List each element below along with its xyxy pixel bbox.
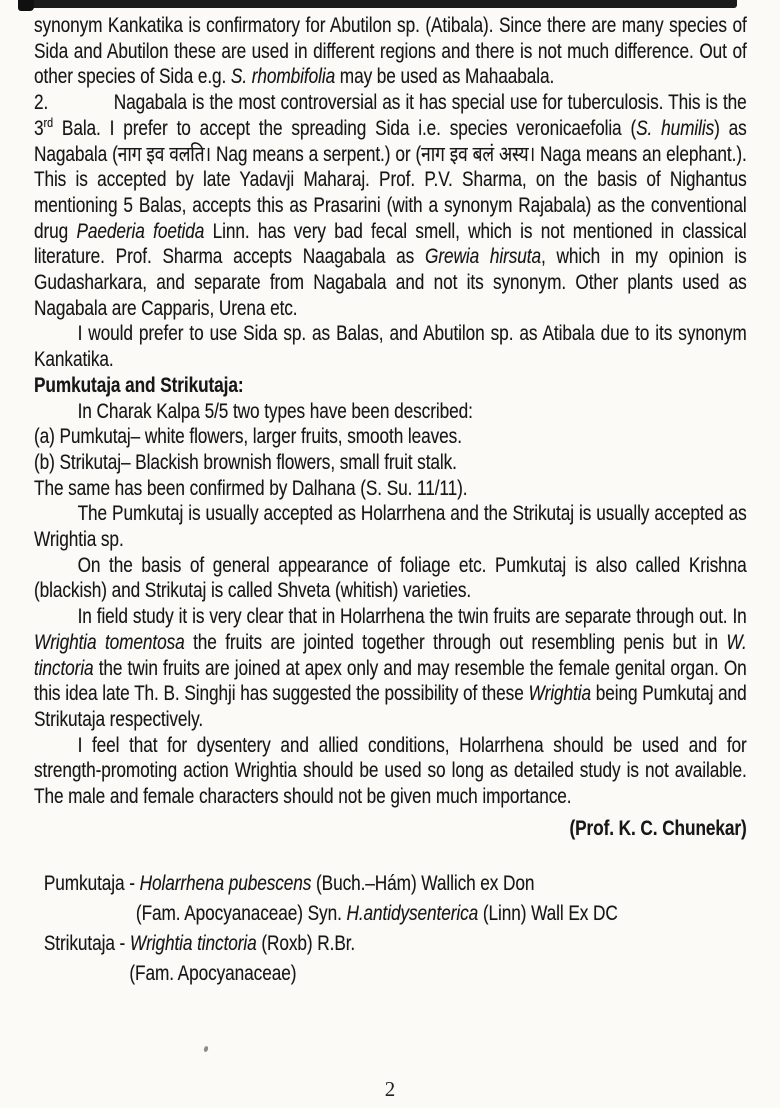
text-segment: (Roxb) R.Br. — [256, 931, 356, 955]
paragraph-holarrhena-wrightia — [34, 501, 747, 552]
text-segment: (Prof. K. C. Chunekar) — [569, 816, 747, 840]
list-number: 2. — [34, 91, 49, 115]
text-segment: Pumkutaja and Strikutaja: — [34, 373, 244, 397]
text-segment: On the basis of general appearance of foliage etc. Pumkutaj is also called Krishna (blackish) and Strikutaj is called Shveta (whitish) varieties. — [34, 553, 747, 603]
text-segment: ) as Nagabala (नाग इव वलति। Nag means a serpent.) or (नाग इव बलं अस्य। Naga means an elephant.). This is accepted by late Yadavji Maharaj. Prof. P.V. Sharma, on the basis of Nighantus mentioning 5 Balas, accepts this as Prasarini (with a synonym Rajabala) as the conventional drug — [34, 116, 747, 243]
text-segment: The same has been confirmed by Dalhana (S. Su. 11/11). — [34, 476, 468, 500]
text-segment: Strikutaja - — [43, 931, 130, 955]
text-segment: Paederia foetida — [76, 219, 205, 243]
text-segment: (a) Pumkutaj– white flowers, larger fruits, smooth leaves. — [34, 425, 462, 449]
text-segment: (Buch.–Hám) Wallich ex Don — [311, 871, 535, 895]
paragraph-prefer-sida — [34, 321, 747, 372]
text-segment: (Fam. Apocyanaceae) Syn. — [135, 901, 347, 925]
reference-block — [34, 869, 747, 989]
signature-author — [34, 816, 747, 842]
text-segment: In field study it is very clear that in Holarrhena the twin fruits are separate through out. In — [77, 605, 747, 629]
text-segment: I feel that for dysentery and allied conditions, Holarrhena should be used and for strength-promoting action Wrightia should be used so long as detailed study is not available. The male and female characters should not be given much importance. — [34, 733, 747, 809]
scan-edge-bar — [20, 0, 737, 8]
text-segment: Linn. has very bad fecal smell, which is not mentioned in classical literature. Prof. Sharma accepts Naagabala as — [34, 219, 747, 269]
reference-pumkutaja — [34, 869, 747, 899]
reference-strikutaja-family — [34, 959, 747, 989]
scan-speck — [203, 1046, 209, 1053]
paragraph-charak-kalpa — [34, 399, 747, 425]
text-segment: Bala. I prefer to accept the spreading Sida i.e. species veronicaefolia ( — [53, 116, 637, 140]
text-segment: rd — [43, 114, 54, 130]
text-segment: synonym Kankatika is confirmatory for Abutilon sp. (Atibala). Since there are many species of Sida and Abutilon these are used in different regions and there is not much difference. Out of other species of Sida e.g. — [34, 14, 747, 89]
text-segment: Nagabala is the most controversial as it has special use for tuberculosis. This is the 3 — [34, 91, 747, 140]
text-segment: Grewia hirsuta — [424, 245, 542, 269]
text-segment: W. tinctoria — [34, 630, 747, 680]
text-segment: the fruits are jointed together through out resembling penis but in — [184, 630, 727, 654]
text-segment: S. humilis — [636, 116, 715, 140]
text-segment: Holarrhena pubescens — [139, 871, 312, 895]
text-segment: The Pumkutaj is usually accepted as Holarrhena and the Strikutaj is usually accepted as Wrightia sp. — [34, 502, 747, 552]
text-segment: Wrightia tomentosa — [34, 630, 185, 654]
text-segment: S. rhombifolia — [230, 65, 336, 89]
text-segment: Pumkutaja - — [43, 871, 140, 895]
text-segment: may be used as Mahaabala. — [335, 65, 555, 89]
text-segment: , which in my opinion is Gudasharkara, and separate from Nagabala and not its synonym. Other plants used as Nagabala are Capparis, Urena etc. — [34, 245, 747, 320]
text-segment: In Charak Kalpa 5/5 two types have been described: — [77, 399, 473, 423]
list-item-b — [34, 450, 747, 476]
paragraph-conclusion — [34, 733, 747, 810]
paragraph-field-study — [34, 604, 747, 733]
text-segment: being Pumkutaj and Strikutaja respectively. — [34, 682, 747, 731]
reference-pumkutaja-family — [34, 899, 747, 929]
text-segment: I would prefer to use Sida sp. as Balas, and Abutilon sp. as Atibala due to its synonym Kankatika. — [34, 322, 747, 372]
text-segment: (Linn) Wall Ex DC — [478, 901, 618, 925]
text-segment: Wrightia — [528, 682, 591, 706]
reference-strikutaja — [34, 929, 747, 959]
paragraph-foliage — [34, 553, 747, 604]
text-segment: H.antidysenterica — [346, 901, 479, 925]
paragraph-kankatika — [34, 13, 747, 90]
text-segment: (b) Strikutaj– Blackish brownish flowers, small fruit stalk. — [34, 450, 457, 474]
paragraph-nagabala — [34, 90, 747, 321]
scan-edge-mark — [18, 0, 34, 11]
list-item-a — [34, 424, 747, 450]
text-segment: (Fam. Apocyanaceae) — [129, 961, 297, 985]
paragraph-dalhana — [34, 476, 747, 502]
heading-pumkutaja-strikutaja — [34, 373, 747, 399]
text-segment: the twin fruits are joined at apex only and may resemble the female genital organ. On this idea late Th. B. Singhji has suggested the possibility of these — [34, 656, 747, 706]
document-body — [34, 13, 747, 989]
page-number: 2 — [384, 1077, 396, 1101]
text-segment: Wrightia tinctoria — [129, 931, 257, 955]
